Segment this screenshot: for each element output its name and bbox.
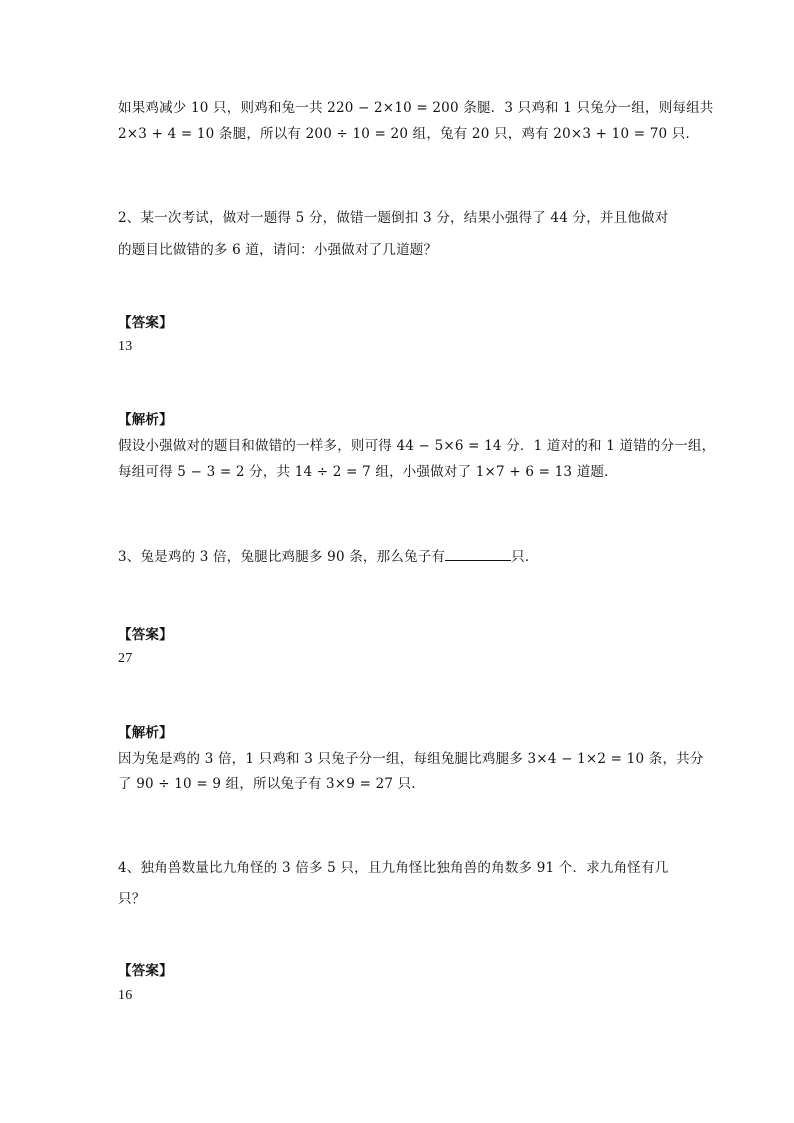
question-4-answer: 16 <box>118 988 133 1003</box>
question-2-line-2: 的题目比做错的多 6 道，请问：小强做对了几道题？ <box>118 242 438 258</box>
question-4-line-1: 4、独角兽数量比九角怪的 3 倍多 5 只，且九角怪比独角兽的角数多 91 个．求九角怪有几 <box>118 860 669 876</box>
question-3-text-before-blank: 3、兔是鸡的 3 倍，兔腿比鸡腿多 90 条，那么兔子有 <box>118 549 446 565</box>
question-2-analysis-label: 【解析】 <box>118 412 173 428</box>
question-2-analysis-line-1: 假设小强做对的题目和做错的一样多，则可得 44 − 5×6 = 14 分．1 道对的和 1 道错的分一组， <box>118 438 716 454</box>
question-3-answer: 27 <box>118 651 133 666</box>
question-3-answer-label: 【答案】 <box>118 627 173 643</box>
previous-explanation-line-1: 如果鸡减少 10 只，则鸡和兔一共 220 − 2×10 = 200 条腿．3 只鸡和 1 只兔分一组，则每组共 <box>118 100 714 116</box>
question-3-answer-blank <box>445 546 511 561</box>
question-4-line-2: 只？ <box>118 891 146 907</box>
question-3-line-1 <box>118 546 539 567</box>
question-2-line-1: 2、某一次考试，做对一题得 5 分，做错一题倒扣 3 分，结果小强得了 44 分，并且他做对 <box>118 210 669 226</box>
question-3-analysis-line-2: 了 90 ÷ 10 = 9 组，所以兔子有 3×9 = 27 只． <box>118 776 426 792</box>
question-2-analysis-line-2: 每组可得 5 − 3 = 2 分，共 14 ÷ 2 = 7 组，小强做对了 1×7 + 6 = 13 道题． <box>118 464 618 480</box>
question-3-text-after-blank: 只． <box>511 549 539 565</box>
question-2-answer-label: 【答案】 <box>118 315 173 331</box>
question-3-analysis-label: 【解析】 <box>118 725 173 741</box>
question-4-answer-label: 【答案】 <box>118 963 173 979</box>
question-2-answer: 13 <box>118 339 133 354</box>
question-3-analysis-line-1: 因为兔是鸡的 3 倍，1 只鸡和 3 只兔子分一组，每组兔腿比鸡腿多 3×4 − 1×2 = 10 条，共分 <box>118 751 704 767</box>
previous-explanation-line-2: 2×3 + 4 = 10 条腿，所以有 200 ÷ 10 = 20 组，兔有 20 只，鸡有 20×3 + 10 = 70 只． <box>118 126 700 142</box>
